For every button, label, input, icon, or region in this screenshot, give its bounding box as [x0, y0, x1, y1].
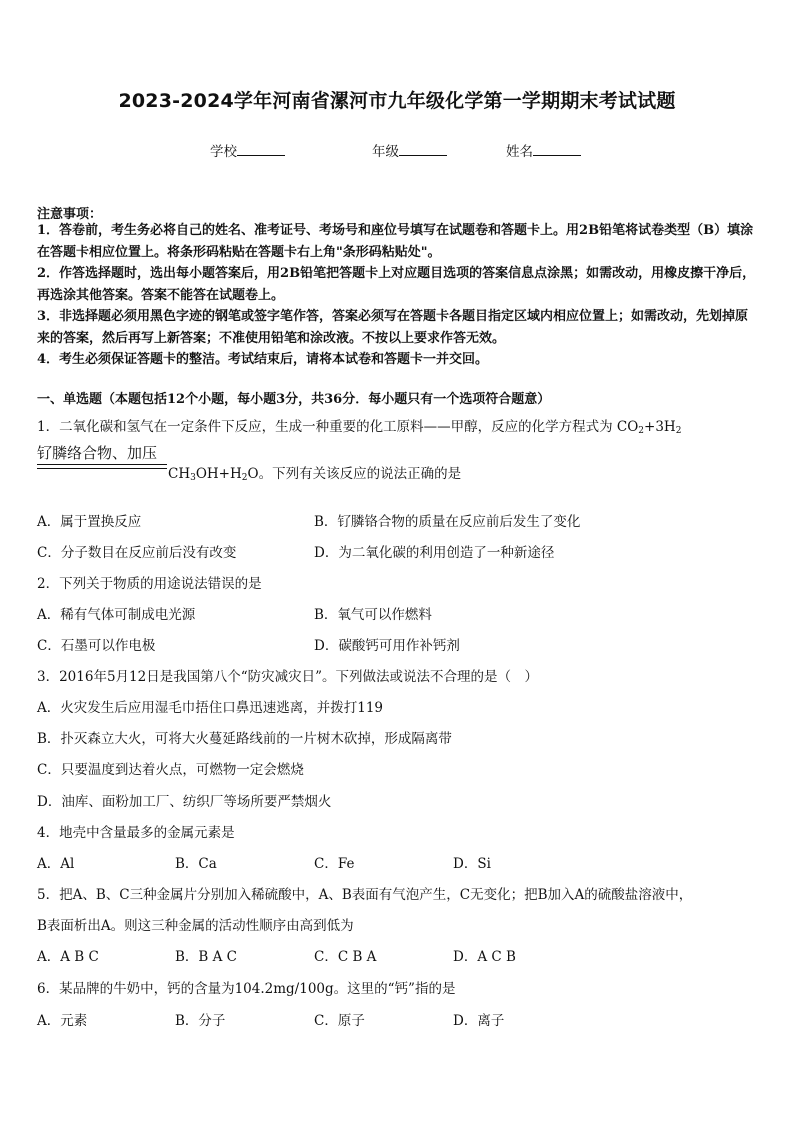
- name-label: 姓名: [506, 144, 533, 160]
- subscript: 3: [190, 473, 196, 483]
- q4-stem: 4．地壳中含量最多的金属元素是: [37, 825, 235, 841]
- q3-stem: 3．2016年5月12日是我国第八个“防灾减灾日”。下列做法或说法不合理的是（ ）: [37, 669, 539, 685]
- q3-option-a: A．火灾发生后应用湿毛巾捂住口鼻迅速逃离，并拨打119: [37, 700, 384, 716]
- reaction-condition: [37, 442, 157, 463]
- q1-option-b: B．钌膦铬合物的质量在反应前后发生了变化: [314, 514, 581, 530]
- q5-stem: 5．把A、B、C三种金属片分别加入稀硫酸中，A、B表面有气泡产生，C无变化；把B加入A的硫酸盐溶液中，: [37, 887, 693, 903]
- q1-option-d: D．为二氧化碳的利用创造了一种新途径: [314, 545, 555, 561]
- q6-stem: 6．某品牌的牛奶中，钙的含量为104.2mg/100g。这里的“钙”指的是: [37, 981, 456, 997]
- name-field: [506, 140, 581, 160]
- q2-option-c: C．石墨可以作电极: [37, 638, 156, 654]
- subscript: 2: [241, 473, 248, 483]
- q2-stem: 2．下列关于物质的用途说法错误的是: [37, 576, 262, 592]
- q5-option-d: D．A C B: [453, 949, 516, 965]
- grade-field: [372, 140, 447, 160]
- notice-item: 1．答卷前，考生务必将自己的姓名、准考证号、考场号和座位号填写在试题卷和答题卡上。用2B铅笔将试卷类型（B）填涂在答题卡相应位置上。将条形码粘贴在答题卡右上角"条形码粘贴处"。: [37, 223, 754, 260]
- q6-option-a: A．元素: [37, 1013, 88, 1029]
- q2-option-d: D．碳酸钙可用作补钙剂: [314, 638, 460, 654]
- q1-stem-text: +3H: [644, 419, 676, 435]
- school-label: 学校: [210, 144, 237, 160]
- subscript: 2: [638, 426, 645, 436]
- school-blank: [237, 143, 285, 156]
- subscript: 2: [675, 426, 682, 436]
- q4-option-b: B．Ca: [175, 856, 217, 872]
- notice-item: 4．考生必须保证答题卡的整洁。考试结束后，请将本试卷和答题卡一并交回。: [37, 352, 489, 367]
- q3-option-c: C．只要温度到达着火点，可燃物一定会燃烧: [37, 762, 304, 778]
- q4-option-c: C．Fe: [314, 856, 355, 872]
- q4-option-d: D．Si: [453, 856, 491, 872]
- q6-option-d: D．离子: [453, 1013, 505, 1029]
- q1-stem-text: CH: [168, 466, 191, 482]
- q1-stem-text: O。下列有关该反应的说法正确的是: [247, 466, 462, 482]
- notice-list: [37, 220, 759, 371]
- q6-option-b: B．分子: [175, 1013, 226, 1029]
- q3-option-b: B．扑灭森立大火，可将大火蔓延路线前的一片树木砍掉，形成隔离带: [37, 731, 452, 747]
- q1-stem-text: 1．二氧化碳和氢气在一定条件下反应，生成一种重要的化工原料——甲醇，反应的化学方程式为 CO: [37, 419, 639, 435]
- name-blank: [533, 143, 581, 156]
- q5-option-c: C．C B A: [314, 949, 377, 965]
- q2-option-a: A．稀有气体可制成电光源: [37, 607, 196, 623]
- q6-option-c: C．原子: [314, 1013, 365, 1029]
- q3-option-d: D．油库、面粉加工厂、纺织厂等场所要严禁烟火: [37, 794, 332, 810]
- notice-item: 3．非选择题必须用黑色字迹的钢笔或签字笔作答，答案必须写在答题卡各题目指定区域内相应位置上；如需改动，先划掉原来的答案，然后再写上新答案；不准使用铅笔和涂改液。不按以上要求作答无效。: [37, 309, 749, 346]
- school-field: [210, 140, 285, 160]
- q4-option-a: A．Al: [37, 856, 75, 872]
- q1-option-a: A．属于置换反应: [37, 514, 142, 530]
- q1-stem: [37, 415, 681, 436]
- reaction-double-line: [37, 464, 167, 469]
- section-heading: 一、单选题（本题包括12个小题，每小题3分，共36分．每小题只有一个选项符合题意）: [37, 392, 551, 407]
- grade-label: 年级: [372, 144, 399, 160]
- q1-option-c: C．分子数目在反应前后没有改变: [37, 545, 237, 561]
- q1-stem-cont: [168, 462, 461, 483]
- q2-option-b: B．氧气可以作燃料: [314, 607, 432, 623]
- notice-heading: 注意事项：: [37, 207, 103, 222]
- page-title: 2023-2024学年河南省漯河市九年级化学第一学期期末考试试题: [118, 90, 676, 112]
- q5-option-a: A．A B C: [37, 949, 99, 965]
- condition-text: 钌膦络合物、加压: [37, 444, 158, 462]
- q5-stem-cont: B表面析出A。则这三种金属的活动性顺序由高到低为: [37, 918, 354, 934]
- notice-item: 2．作答选择题时，选出每小题答案后，用2B铅笔把答题卡上对应题目选项的答案信息点涂黑；如需改动，用橡皮擦干净后，再选涂其他答案。答案不能答在试题卷上。: [37, 266, 756, 303]
- q5-option-b: B．B A C: [175, 949, 238, 965]
- grade-blank: [399, 143, 447, 156]
- q1-stem-text: OH+H: [195, 466, 242, 482]
